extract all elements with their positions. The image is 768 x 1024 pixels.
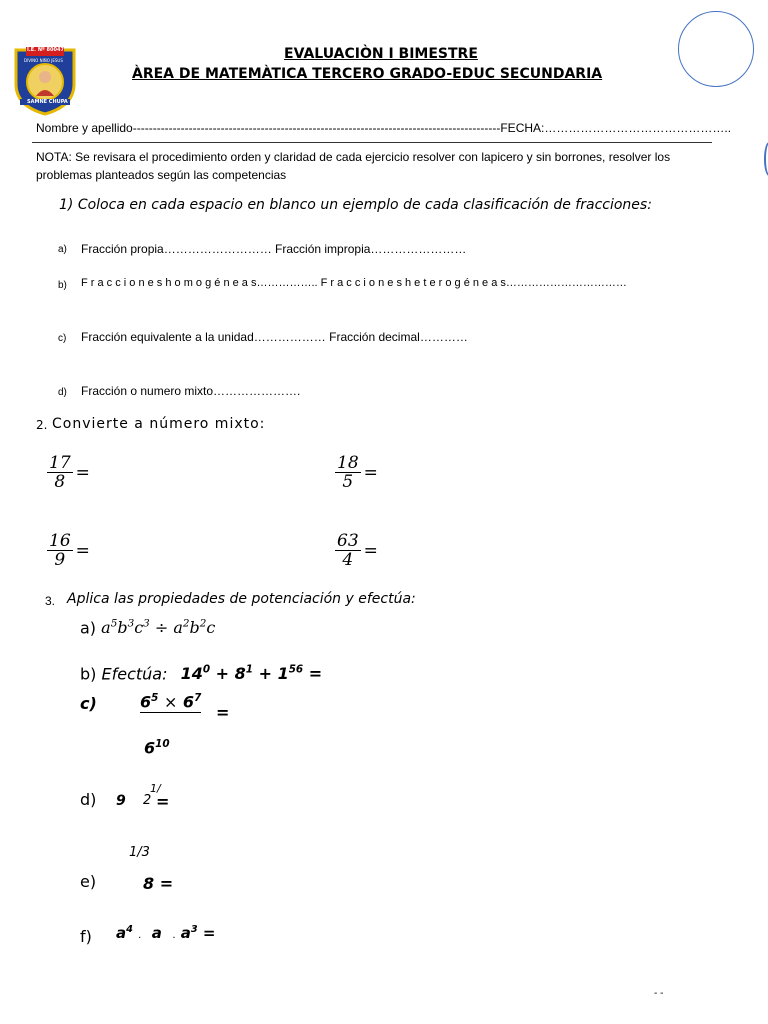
q3-c-equals: =: [216, 703, 230, 722]
footer-mark: - -: [654, 988, 664, 999]
q3-b-word: Efectúa:: [101, 664, 168, 684]
logo-text-mid: DIVINO NIÑO JESUS: [24, 58, 63, 63]
fraction-numerator: 18: [337, 453, 359, 473]
equals-sign: =: [363, 462, 378, 483]
fraction-numerator: 63: [337, 531, 359, 551]
q3-b-label: b): [80, 664, 97, 684]
q3-c-den-base: 6: [144, 738, 156, 758]
q1-d-label: d): [58, 387, 67, 398]
fraction-numerator: 17: [49, 453, 71, 473]
q1-title: 1) Coloca en cada espacio en blanco un ejemplo de cada clasificación de fracciones:: [59, 197, 652, 213]
q1-c-text: Fracción equivalente a la unidad……………… Fracción decimal…………: [81, 330, 468, 344]
q3-f-expression: $a^4$ . a . $a^3$ =: [116, 924, 216, 942]
grade-circle: [678, 11, 754, 87]
q3-c-label: c): [80, 694, 97, 713]
equals-sign: =: [75, 462, 90, 483]
q3-a-expression: $a^5b^3c^3 \div a^2b^2c$: [101, 618, 216, 638]
fraction-denominator: 5: [342, 472, 354, 492]
q3-c-numerator: $6^5 \times 6^7$: [140, 692, 202, 712]
q3-d-label: d): [80, 790, 97, 809]
q1-b-text: F r a c c i o n e s h o m o g é n e a s…………….. F r a c c i o n e s h e t e r o g é n e a s……………………………: [81, 277, 627, 289]
fraction-denominator: 9: [54, 550, 66, 570]
q2-fraction-1: [47, 454, 90, 491]
q1-d-text: Fracción o numero mixto………………….: [81, 384, 301, 398]
fraction-denominator: 4: [342, 550, 354, 570]
q2-title: Convierte a número mixto:: [52, 416, 266, 432]
q1-c-label: c): [58, 333, 67, 344]
fraction-denominator: 8: [54, 472, 66, 492]
q2-fraction-4: [335, 532, 378, 569]
q3-d-equals: =: [156, 792, 170, 811]
q3-title: Aplica las propiedades de potenciación y efectúa:: [67, 591, 416, 607]
q3-d-exp-bottom: 2: [143, 793, 152, 808]
q3-a: [80, 618, 215, 637]
q2-fraction-2: [335, 454, 378, 491]
q3-d-base: 9: [116, 793, 126, 809]
q3-c-denominator: [144, 738, 170, 757]
page-title: EVALUACIÒN I BIMESTRE: [284, 46, 478, 62]
q3-number: 3.: [45, 594, 56, 608]
page-subtitle: ÀREA DE MATEMÀTICA TERCERO GRADO-EDUC SECUNDARIA: [132, 66, 603, 82]
divider: [32, 142, 712, 143]
q3-b: [80, 664, 322, 683]
q3-e-expression: 8 =: [143, 874, 174, 893]
equals-sign: =: [363, 540, 378, 561]
q1-a-label: a): [58, 244, 67, 255]
q3-f-label: f): [80, 927, 92, 946]
q1-a-text: Fracción propia……………………… Fracción impropia……………………: [81, 242, 467, 256]
school-logo: [12, 44, 78, 116]
note-line-2: problemas planteados según las competencias: [36, 168, 287, 182]
q3-c-den-exp: 10: [155, 738, 170, 750]
logo-text-top: I.E. Nº 80047: [27, 47, 64, 53]
q2-fraction-3: [47, 532, 90, 569]
q1-b-label: b): [58, 280, 67, 291]
fraction-numerator: 16: [49, 531, 71, 551]
edge-shape: [764, 142, 768, 176]
q3-e-label: e): [80, 872, 97, 891]
student-name-field[interactable]: Nombre y apellido--------------------------------------------------------------------------------------------FECHA:………………………………………..: [36, 121, 732, 135]
q3-e-exponent: 1/3: [129, 845, 150, 860]
q3-b-expression: $14^0 + 8^1 + 1^{56}$ =: [180, 664, 323, 684]
note-line-1: NOTA: Se revisara el procedimiento orden y claridad de cada ejercicio resolver con lapicero y sin borrones, resolver los: [36, 150, 671, 164]
q3-a-label: a): [80, 618, 97, 638]
q3-d-exp-top: 1/: [150, 782, 161, 795]
q2-number: 2.: [36, 418, 48, 432]
logo-text-bottom: SAMNE CHUPA: [27, 99, 68, 105]
equals-sign: =: [75, 540, 90, 561]
